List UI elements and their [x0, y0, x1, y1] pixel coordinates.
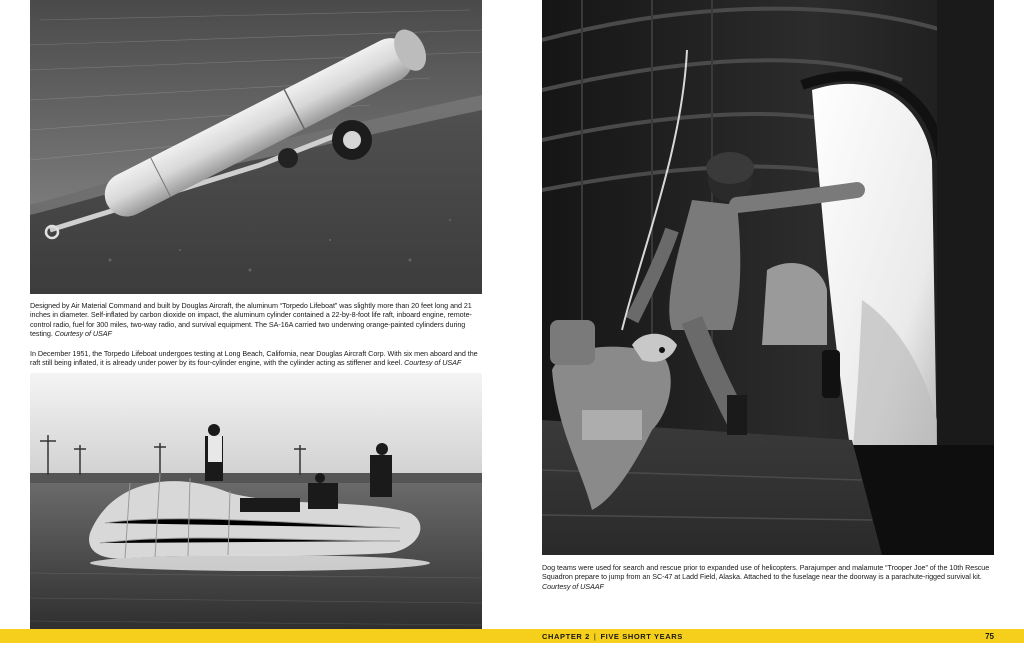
footer-separator: |	[593, 632, 597, 641]
parajumper-photo	[542, 0, 994, 555]
raft-caption-text: In December 1951, the Torpedo Lifeboat undergoes testing at Long Beach, California, near Douglas Aircraft Corp. With six men aboard and the raft still being inflated, it is already under power by its four-cylinder engine, with the cylinder acting as stiffener and keel.	[30, 349, 478, 368]
parajumper-caption-credit: Courtesy of USAAF	[542, 581, 604, 591]
lifeboat-caption-text: Designed by Air Material Command and built by Douglas Aircraft, the aluminum “Torpedo Lifeboat” was slightly more than 20 feet long and 21 inches in diameter. Self-inflated by carbon dioxide on impact, the aluminum cylinder contained a 22-by-8-foot life raft, inboard engine, remote-control radio, fuel for 300 miles, two-way radio, and survival equipment. The SA-16A carried two underwing orange-painted cylinders during testing.	[30, 301, 472, 339]
raft-caption-credit: Courtesy of USAF	[404, 358, 462, 368]
parajumper-caption	[542, 563, 994, 591]
parajumper-caption-text: Dog teams were used for search and rescue prior to expanded use of helicopters. Parajumper and malamute “Trooper Joe” of the 10th Rescue Squadron prepare to jump from an SC-47 at Ladd Field, Alaska. Attached to the fuselage near the doorway is a parachute-rigged survival kit.	[542, 563, 990, 582]
lifeboat-photo	[30, 0, 482, 294]
lifeboat-caption-credit: Courtesy of USAF	[54, 329, 112, 339]
raft-caption	[30, 349, 482, 368]
page-number: 75	[985, 632, 994, 641]
chapter-label: CHAPTER 2	[542, 632, 590, 641]
footer-bar	[0, 629, 1024, 643]
raft-photo	[30, 373, 482, 641]
running-footer	[542, 631, 683, 642]
lifeboat-caption	[30, 301, 482, 339]
chapter-title: FIVE SHORT YEARS	[600, 632, 683, 641]
